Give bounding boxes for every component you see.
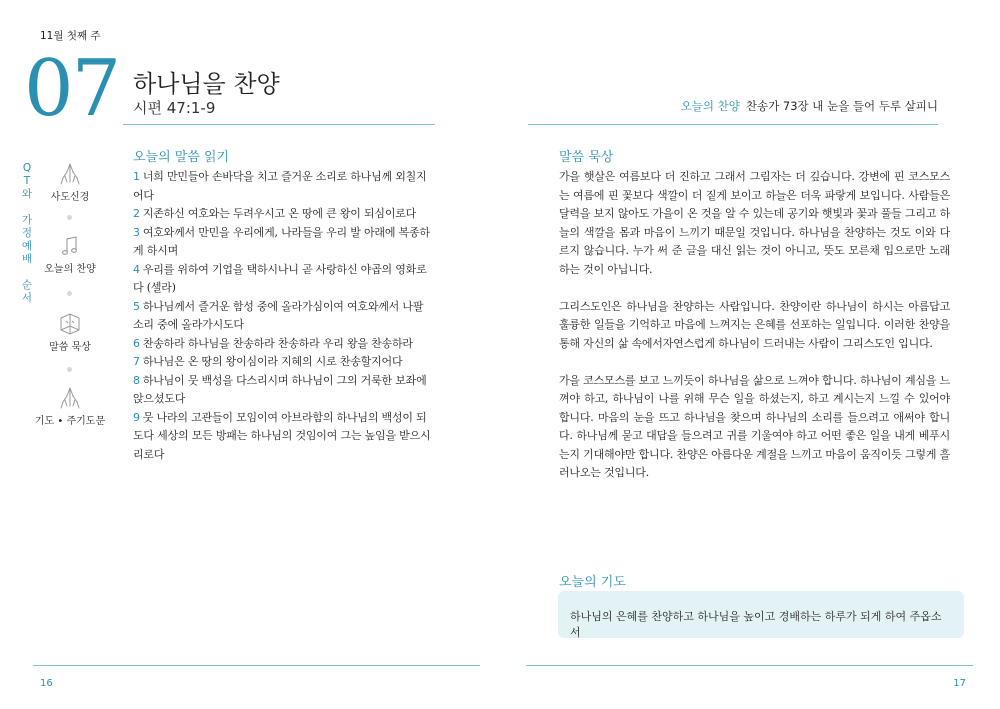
scripture-reference: 시편 47:1-9 xyxy=(133,99,216,117)
verse-number: 9 xyxy=(133,410,140,424)
qt-order-vertical-label: Q T 와 가 정 예 배 순 서 xyxy=(21,162,33,304)
meditation-text xyxy=(559,168,950,501)
verse-text: 하나님은 온 땅의 왕이심이라 지혜의 시로 찬송할지어다 xyxy=(142,355,403,368)
prayer-heading: 오늘의 기도 xyxy=(559,575,626,590)
verse-number: 5 xyxy=(133,299,140,313)
verse-number: 6 xyxy=(133,336,140,350)
verse-number: 4 xyxy=(133,262,140,276)
verse xyxy=(133,261,435,298)
verse-number: 8 xyxy=(133,373,140,387)
sidebar-item-prayer xyxy=(30,386,110,427)
verse xyxy=(133,205,435,224)
sidebar-item-label: 말씀 묵상 xyxy=(49,342,91,353)
verse-text: 우리를 위하여 기업을 택하시나니 곧 사랑하신 야곱의 영화로다 (셀라) xyxy=(133,262,427,294)
meditation-paragraph: 그리스도인은 하나님을 찬양하는 사람입니다. 찬양이란 하나님이 하시는 아름답고 훌륭한 일들을 기억하고 마음에 느껴지는 은혜를 선포하는 일입니다. 이러한 찬양을 통해 자신의 삶 속에서자연스럽게 하나님이 드러내는 사람이 그리스도인 입니다. xyxy=(559,299,950,350)
page-number-right: 17 xyxy=(953,678,966,689)
meditation-heading: 말씀 묵상 xyxy=(559,150,614,165)
divider xyxy=(33,665,480,666)
meditation-paragraph: 가을 햇살은 여름보다 더 진하고 그래서 그림자는 더 깊습니다. 강변에 핀 코스모스는 여름에 핀 꽃보다 색깔이 더 짙게 보이고 하늘은 더욱 파랗게 보입니다. 사람들은 달력을 보지 않아도 가을이 온 것을 알 수 있는데 공기와 햇빛과 꽃과 풀들 그리고 하늘의 색깔을 몸과 마음이 느끼기 때문일 것입니다. 하나님을 찬양하는 것도 이와 다르지 않습니다. 누가 써 준 글을 대신 읽는 것이 아니고, 뜻도 모른채 입으로만 노래하는 것이 아닙니다. xyxy=(559,170,950,276)
verse-number: 1 xyxy=(133,170,140,183)
todays-hymn xyxy=(681,98,938,114)
divider xyxy=(528,124,938,125)
page-title: 하나님을 찬양 xyxy=(133,70,280,98)
verse xyxy=(133,372,435,409)
sidebar-item-label: 기도 • 주기도문 xyxy=(34,416,106,427)
page-number-left: 16 xyxy=(40,678,53,689)
verse-text: 여호와께서 만민을 우리에게, 나라들을 우리 발 아래에 복종하게 하시며 xyxy=(133,225,430,257)
verse xyxy=(133,224,435,261)
separator-dot xyxy=(67,215,72,220)
verse-text: 지존하신 여호와는 두려우시고 온 땅에 큰 왕이 되심이로다 xyxy=(142,207,417,220)
sidebar-item-word-meditation xyxy=(30,310,110,353)
day-number: 07 xyxy=(24,44,120,134)
hymn-text: 찬송가 73장 내 눈을 들어 두루 살피니 xyxy=(745,99,938,113)
verse-number: 2 xyxy=(133,207,140,220)
hymn-label: 오늘의 찬양 xyxy=(680,99,740,113)
verse-number: 3 xyxy=(133,225,140,239)
praying-hands-icon xyxy=(57,386,83,410)
music-note-icon xyxy=(57,234,83,258)
verse xyxy=(133,409,435,465)
divider xyxy=(123,124,435,125)
verse-number: 7 xyxy=(133,355,140,368)
verse xyxy=(133,353,435,372)
week-label: 11월 첫째 주 xyxy=(40,30,101,42)
verse-text: 너희 만민들아 손바닥을 치고 즐거운 소리로 하나님께 외칠지어다 xyxy=(133,170,427,202)
verse-text: 하나님이 뭇 백성을 다스리시며 하나님이 그의 거룩한 보좌에 앉으셨도다 xyxy=(133,373,427,405)
verse xyxy=(133,298,435,335)
verse xyxy=(133,168,435,205)
divider xyxy=(526,665,973,666)
verse-text: 뭇 나라의 고관들이 모임이여 아브라함의 하나님의 백성이 되도다 세상의 모든 방패는 하나님의 것임이여 그는 높임을 받으시리로다 xyxy=(133,410,431,461)
separator-dot xyxy=(67,291,72,296)
verse xyxy=(133,335,435,354)
verse-text: 찬송하라 하나님을 찬송하라 찬송하라 우리 왕을 찬송하라 xyxy=(142,336,413,350)
scripture-text xyxy=(133,168,435,464)
sidebar-item-label: 사도신경 xyxy=(50,192,90,203)
sidebar-item-apostles-creed xyxy=(30,162,110,203)
reading-heading: 오늘의 말씀 읽기 xyxy=(133,150,230,165)
praying-hands-icon xyxy=(57,162,83,186)
sidebar-item-todays-hymn xyxy=(30,234,110,275)
separator-dot xyxy=(67,367,72,372)
open-book-icon xyxy=(57,310,83,336)
verse-text: 하나님께서 즐거운 함성 중에 올라가심이여 여호와께서 나팔 소리 중에 올라가시도다 xyxy=(133,299,424,331)
prayer-box: 하나님의 은혜를 찬양하고 하나님을 높이고 경배하는 하루가 되게 하여 주옵소서 xyxy=(558,591,964,638)
sidebar-item-label: 오늘의 찬양 xyxy=(44,264,96,275)
meditation-paragraph: 가을 코스모스를 보고 느끼듯이 하나님을 삶으로 느껴야 합니다. 하나님이 계심을 느껴야 하고, 하나님이 나를 위해 무슨 일을 하셨는지, 하고 계시는지 느낄 수 있어야 합니다. 마음의 눈을 뜨고 하나님을 찾으며 하나님의 소리를 들으려고 애써야 합니다. 하나님께 묻고 대답을 들으려고 귀를 기울여야 하고 어떤 좋은 일을 내게 베푸시는지 기대해야만 합니다. 찬양은 아름다운 계절을 느끼고 마음이 움직이듯 그렇게 흘러나오는 것입니다. xyxy=(559,373,950,479)
